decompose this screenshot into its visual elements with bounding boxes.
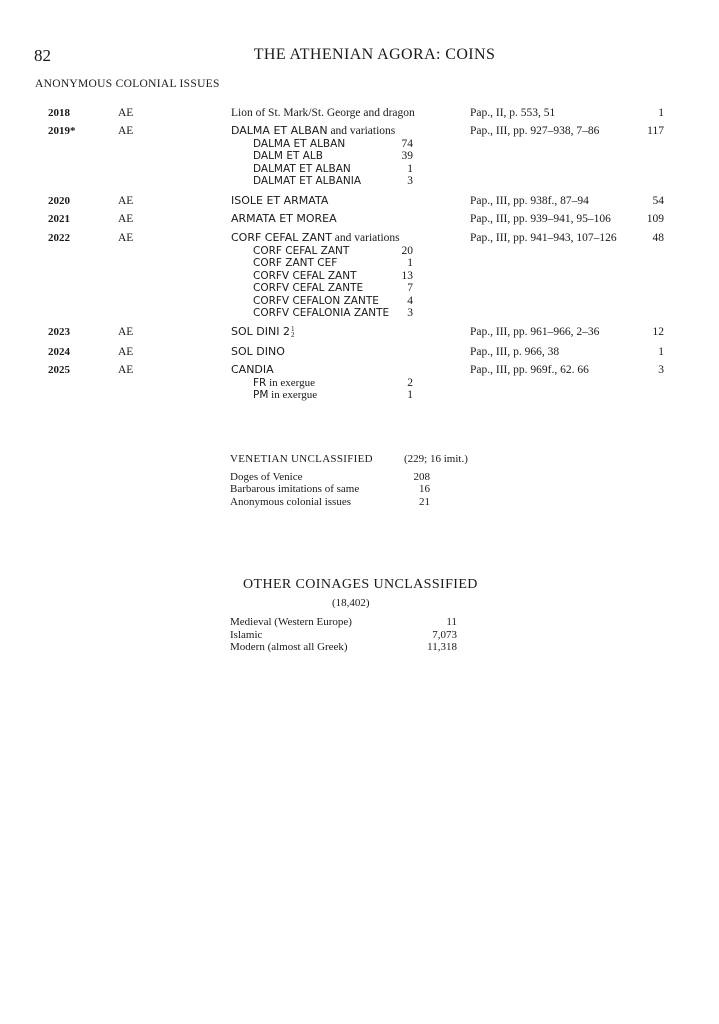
- entry-count: 1: [658, 346, 664, 358]
- entry-count: 117: [647, 125, 664, 137]
- section-heading: ANONYMOUS COLONIAL ISSUES: [35, 78, 220, 90]
- variation-row: [231, 307, 461, 320]
- entry-description: [231, 346, 461, 359]
- entry-number: 2018: [48, 107, 70, 119]
- summary-row: [230, 616, 470, 629]
- entry-description: [231, 125, 461, 188]
- fraction-denominator: 2: [290, 331, 295, 340]
- summary-value: 11,318: [427, 641, 457, 653]
- variation-count: 20: [401, 244, 413, 257]
- entry-reference: Pap., III, pp. 939–941, 95–106: [470, 213, 611, 225]
- variation-name: DALMA ET ALBAN: [253, 137, 346, 150]
- fraction: [291, 326, 295, 338]
- variation-row: [231, 257, 461, 270]
- entry-reference: Pap., III, pp. 927–938, 7–86: [470, 125, 600, 137]
- variation-name: DALMAT ET ALBAN: [253, 162, 351, 175]
- entry-description: [231, 195, 461, 208]
- variation-row: [231, 377, 461, 390]
- entry-metal: AE: [118, 346, 134, 358]
- variation-count: 13: [401, 269, 413, 282]
- entry-metal: AE: [118, 326, 134, 338]
- variation-row: [231, 150, 461, 163]
- legend-text: ISOLE ET ARMATA: [231, 194, 329, 207]
- description-text: and variations: [331, 232, 400, 244]
- exergue-mark: PM: [253, 389, 269, 401]
- variation-row: [231, 163, 461, 176]
- entry-number: 2024: [48, 346, 70, 358]
- variation-count: 3: [407, 175, 413, 187]
- running-title: THE ATHENIAN AGORA: COINS: [253, 46, 496, 63]
- variation-count: 1: [407, 389, 413, 401]
- summary-label: Anonymous colonial issues: [230, 495, 351, 508]
- variation-row: [231, 175, 461, 188]
- variation-name: DALMAT ET ALBANIA: [253, 175, 362, 187]
- entry-description: Lion of St. Mark/St. George and dragon: [231, 107, 415, 119]
- variation-name: CORFV CEFAL ZANTE: [253, 282, 364, 294]
- variation-text: in exergue: [268, 389, 318, 401]
- page-number: 82: [34, 46, 51, 65]
- entry-count: 1: [658, 107, 664, 119]
- summary-total: (229; 16 imit.): [404, 453, 468, 465]
- legend-text: ARMATA ET MOREA: [231, 212, 337, 225]
- variation-row: [231, 389, 461, 402]
- entry-metal: AE: [118, 125, 134, 137]
- other-coinages-title: OTHER COINAGES UNCLASSIFIED: [243, 577, 478, 592]
- variation-name: CORFV CEFAL ZANT: [253, 269, 357, 282]
- entry-count: 109: [646, 213, 664, 225]
- variation-row: [231, 295, 461, 308]
- entry-metal: AE: [118, 107, 134, 119]
- variation-text: in exergue: [266, 376, 316, 389]
- summary-label: Medieval (Western Europe): [230, 616, 352, 628]
- summary-value: 21: [419, 495, 430, 508]
- entry-number: 2025: [48, 364, 70, 376]
- fraction-numerator: 1: [290, 325, 295, 334]
- variation-row: [231, 245, 461, 258]
- legend-text: CORF CEFAL ZANT: [231, 231, 332, 244]
- venetian-summary: [230, 453, 490, 508]
- summary-label: Doges of Venice: [230, 470, 303, 483]
- variation-row: [231, 270, 461, 283]
- entry-description: [231, 232, 461, 320]
- variation-count: 1: [407, 162, 413, 175]
- variation-name: [253, 377, 315, 390]
- variation-name: CORFV CEFALONIA ZANTE: [253, 307, 390, 319]
- entry-metal: AE: [118, 195, 134, 207]
- variation-count: 4: [407, 294, 413, 307]
- entry-metal: AE: [118, 232, 134, 244]
- variation-name: CORF ZANT CEF: [253, 257, 338, 269]
- variation-count: 7: [407, 282, 413, 294]
- entry-reference: Pap., III, pp. 969f., 62. 66: [470, 364, 589, 376]
- summary-value: 7,073: [432, 628, 457, 641]
- entry-count: 3: [658, 364, 664, 376]
- variation-count: 74: [401, 137, 413, 150]
- entry-metal: AE: [118, 364, 134, 376]
- entry-description: [231, 364, 461, 402]
- summary-row: [230, 496, 490, 509]
- entry-metal: AE: [118, 213, 134, 225]
- legend-text: CANDIA: [231, 363, 274, 376]
- summary-title: VENETIAN UNCLASSIFIED: [230, 453, 373, 465]
- entry-count: 48: [652, 232, 664, 244]
- legend-text: SOL DINI 2: [231, 325, 290, 338]
- entry-number: 2021: [48, 213, 70, 225]
- summary-row: [230, 471, 490, 484]
- other-coinages-summary: [230, 616, 470, 654]
- summary-label: Barbarous imitations of same: [230, 483, 360, 495]
- entry-count: 12: [652, 326, 664, 338]
- variation-count: 2: [407, 376, 413, 389]
- entry-reference: Pap., III, p. 966, 38: [470, 346, 560, 358]
- entry-reference: Pap., III, pp. 938f., 87–94: [470, 195, 589, 207]
- variation-count: 1: [407, 257, 413, 269]
- variation-name: DALM ET ALB: [253, 150, 323, 162]
- summary-label: Modern (almost all Greek): [230, 641, 348, 653]
- exergue-mark: FR: [253, 376, 267, 389]
- legend-text: DALMA ET ALBAN: [231, 124, 328, 137]
- entry-number: 2020: [48, 195, 70, 207]
- entry-number: 2022: [48, 232, 70, 244]
- entry-reference: Pap., II, p. 553, 51: [470, 107, 556, 119]
- variation-count: 3: [407, 307, 413, 319]
- legend-text: SOL DINO: [231, 345, 285, 358]
- entry-description: [231, 213, 461, 226]
- variation-row: [231, 138, 461, 151]
- variation-name: CORFV CEFALON ZANTE: [253, 294, 379, 307]
- entry-number: 2023: [48, 326, 70, 338]
- variation-row: [231, 282, 461, 295]
- variation-name: CORF CEFAL ZANT: [253, 244, 350, 257]
- summary-value: 11: [446, 616, 457, 628]
- variation-count: 39: [401, 150, 413, 162]
- other-coinages-total: (18,402): [332, 597, 370, 609]
- variation-name: [253, 389, 317, 402]
- description-text: and variations: [327, 125, 396, 137]
- entry-description: [231, 326, 461, 339]
- summary-value: 208: [413, 470, 430, 483]
- summary-row: [230, 629, 470, 642]
- summary-label: Islamic: [230, 628, 263, 641]
- entry-reference: Pap., III, pp. 941–943, 107–126: [470, 232, 617, 244]
- entry-number: 2019*: [48, 125, 76, 137]
- summary-header: [230, 453, 490, 466]
- summary-row: [230, 641, 470, 654]
- summary-value: 16: [419, 483, 430, 495]
- entry-count: 54: [652, 195, 664, 207]
- entry-reference: Pap., III, pp. 961–966, 2–36: [470, 326, 600, 338]
- summary-row: [230, 483, 490, 496]
